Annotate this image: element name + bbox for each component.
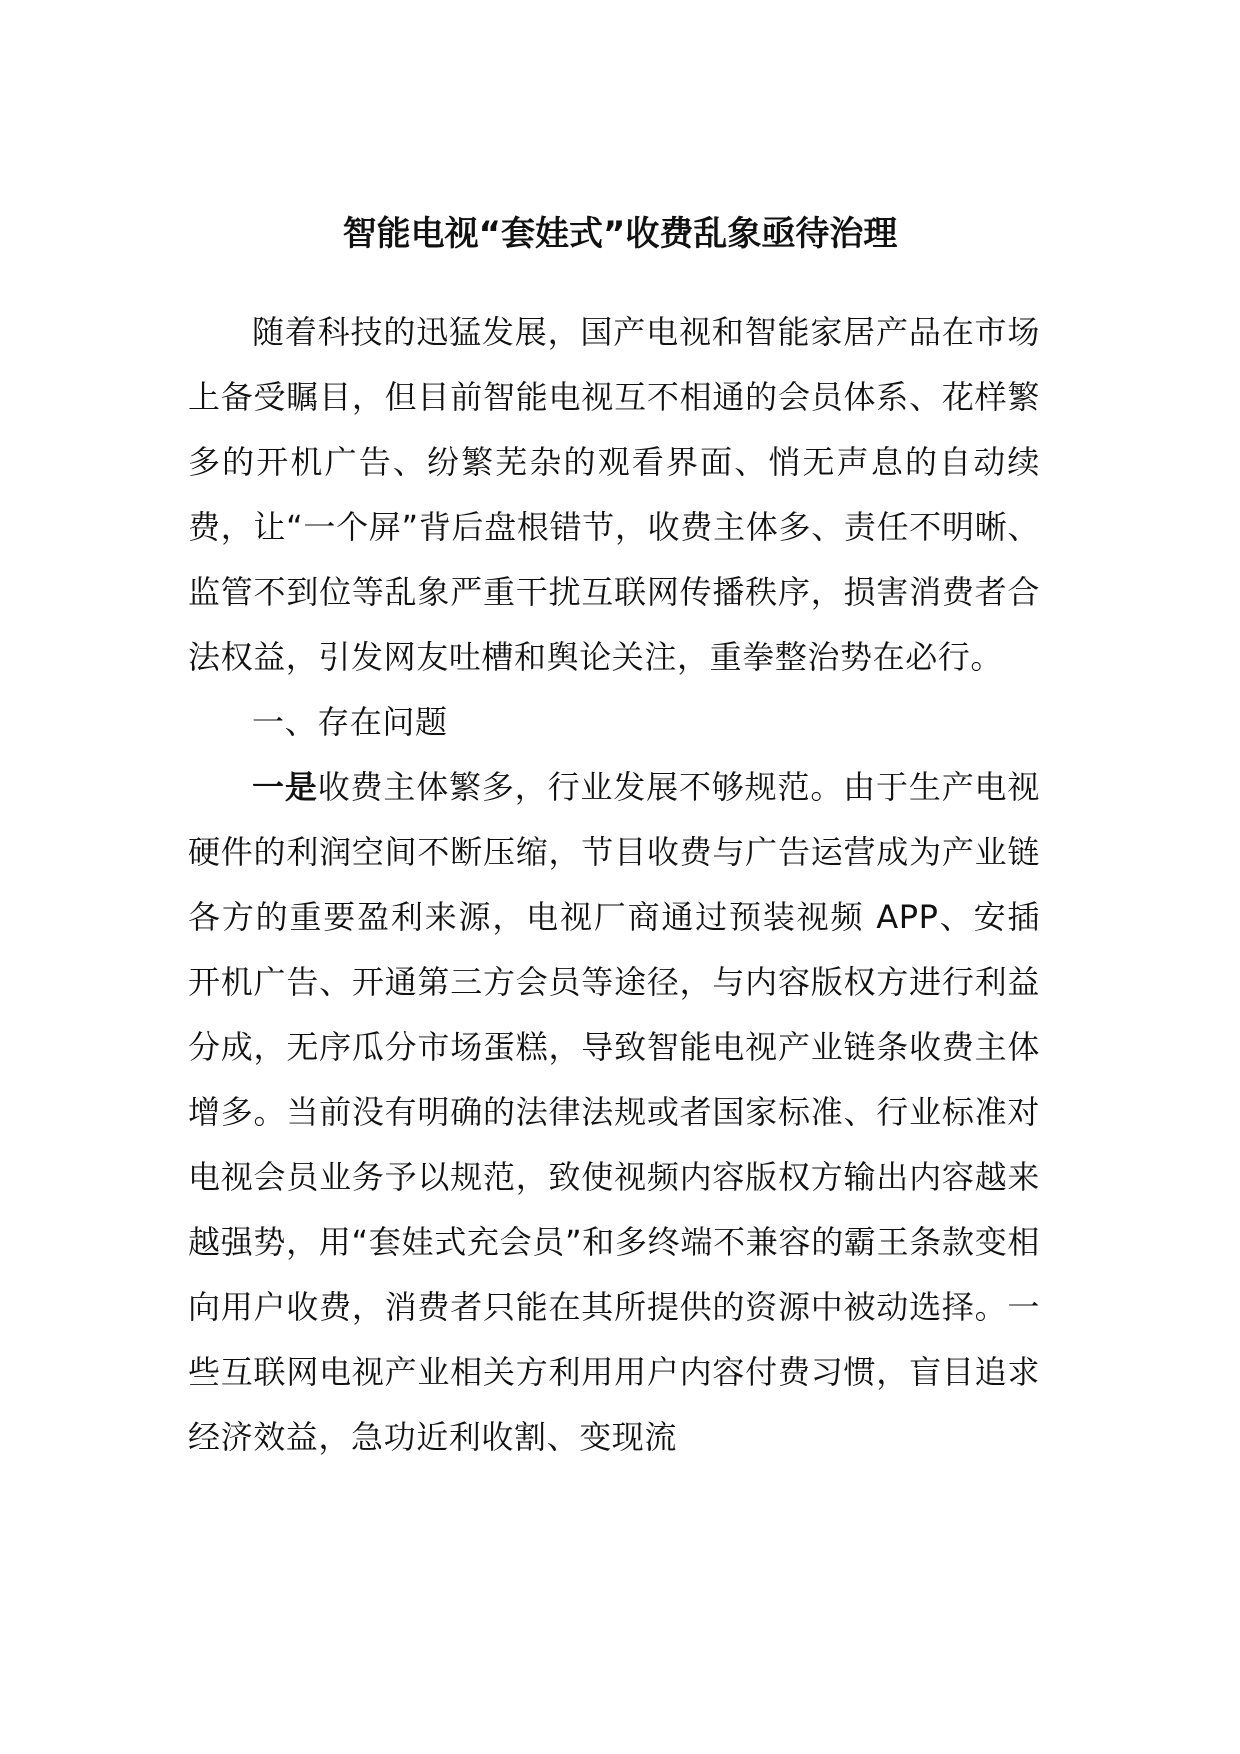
document-title: 智能电视“套娃式”收费乱象亟待治理 (342, 214, 898, 254)
paragraph-point-one (188, 755, 1040, 1470)
section-heading-text: 一、存在问题 (252, 703, 448, 741)
section-heading-problems (188, 690, 1040, 755)
document-body (188, 300, 1040, 1470)
paragraph-intro (188, 300, 1040, 690)
point-one-text: 收费主体繁多，行业发展不够规范。由于生产电视硬件的利润空间不断压缩，节目收费与广告运营成为产业链各方的重要盈利来源，电视厂商通过预装视频 APP、安插开机广告、开通第三方会员等途径，与内容版权方进行利益分成，无序瓜分市场蛋糕，导致智能电视产业链条收费主体增多。当前没有明确的法律法规或者国家标准、行业标准对电视会员业务予以规范，致使视频内容版权方输出内容越来越强势，用“套娃式充会员”和多终端不兼容的霸王条款变相向用户收费，消费者只能在其所提供的资源中被动选择。一些互联网电视产业相关方利用用户内容付费习惯，盲目追求经济效益，急功近利收割、变现流 (188, 768, 1040, 1456)
paragraph-intro-text: 随着科技的迅猛发展，国产电视和智能家居产品在市场上备受瞩目，但目前智能电视互不相通的会员体系、花样繁多的开机广告、纷繁芜杂的观看界面、悄无声息的自动续费，让“一个屏”背后盘根错节，收费主体多、责任不明晰、监管不到位等乱象严重干扰互联网传播秩序，损害消费者合法权益，引发网友吐槽和舆论关注，重拳整治势在必行。 (188, 313, 1040, 676)
point-one-lead: 一是 (252, 768, 318, 806)
